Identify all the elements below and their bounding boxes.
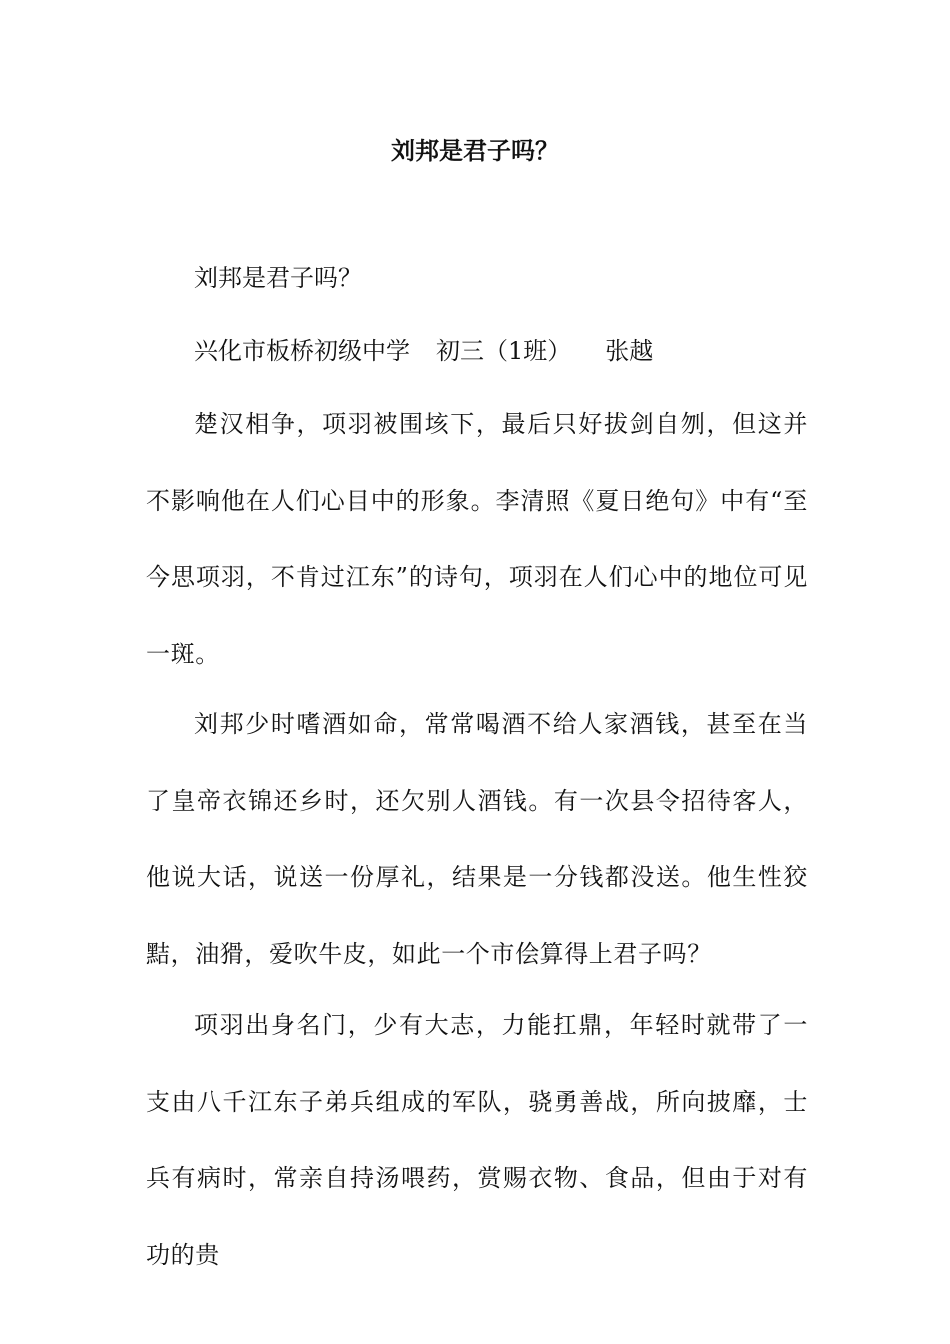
paragraph-2: 刘邦少时嗜酒如命，常常喝酒不给人家酒钱，甚至在当了皇帝衣锦还乡时，还欠别人酒钱。有一次县令招待客人，他说大话，说送一份厚礼，结果是一分钱都没送。他生性狡黠，油猾，爱吹牛皮，如此一个市侩算得上君子吗？ bbox=[146, 710, 808, 968]
author-byline bbox=[194, 331, 653, 371]
paragraph-1: 楚汉相争，项羽被围垓下，最后只好拔剑自刎，但这并不影响他在人们心目中的形象。李清照《夏日绝句》中有“至今思项羽，不肯过江东”的诗句，项羽在人们心中的地位可见一斑。 bbox=[146, 410, 808, 668]
class-name: 初三（1班） bbox=[436, 337, 572, 365]
author-name: 张越 bbox=[605, 337, 654, 365]
document-title: 刘邦是君子吗？ bbox=[391, 136, 559, 165]
school-name: 兴化市板桥初级中学 bbox=[194, 337, 410, 365]
paragraph-3: 项羽出身名门，少有大志，力能扛鼎，年轻时就带了一支由八千江东子弟兵组成的军队，骁勇善战，所向披靡，士兵有病时，常亲自持汤喂药，赏赐衣物、食品，但由于对有功的贵 bbox=[146, 1011, 808, 1269]
article-subtitle: 刘邦是君子吗？ bbox=[194, 264, 362, 292]
